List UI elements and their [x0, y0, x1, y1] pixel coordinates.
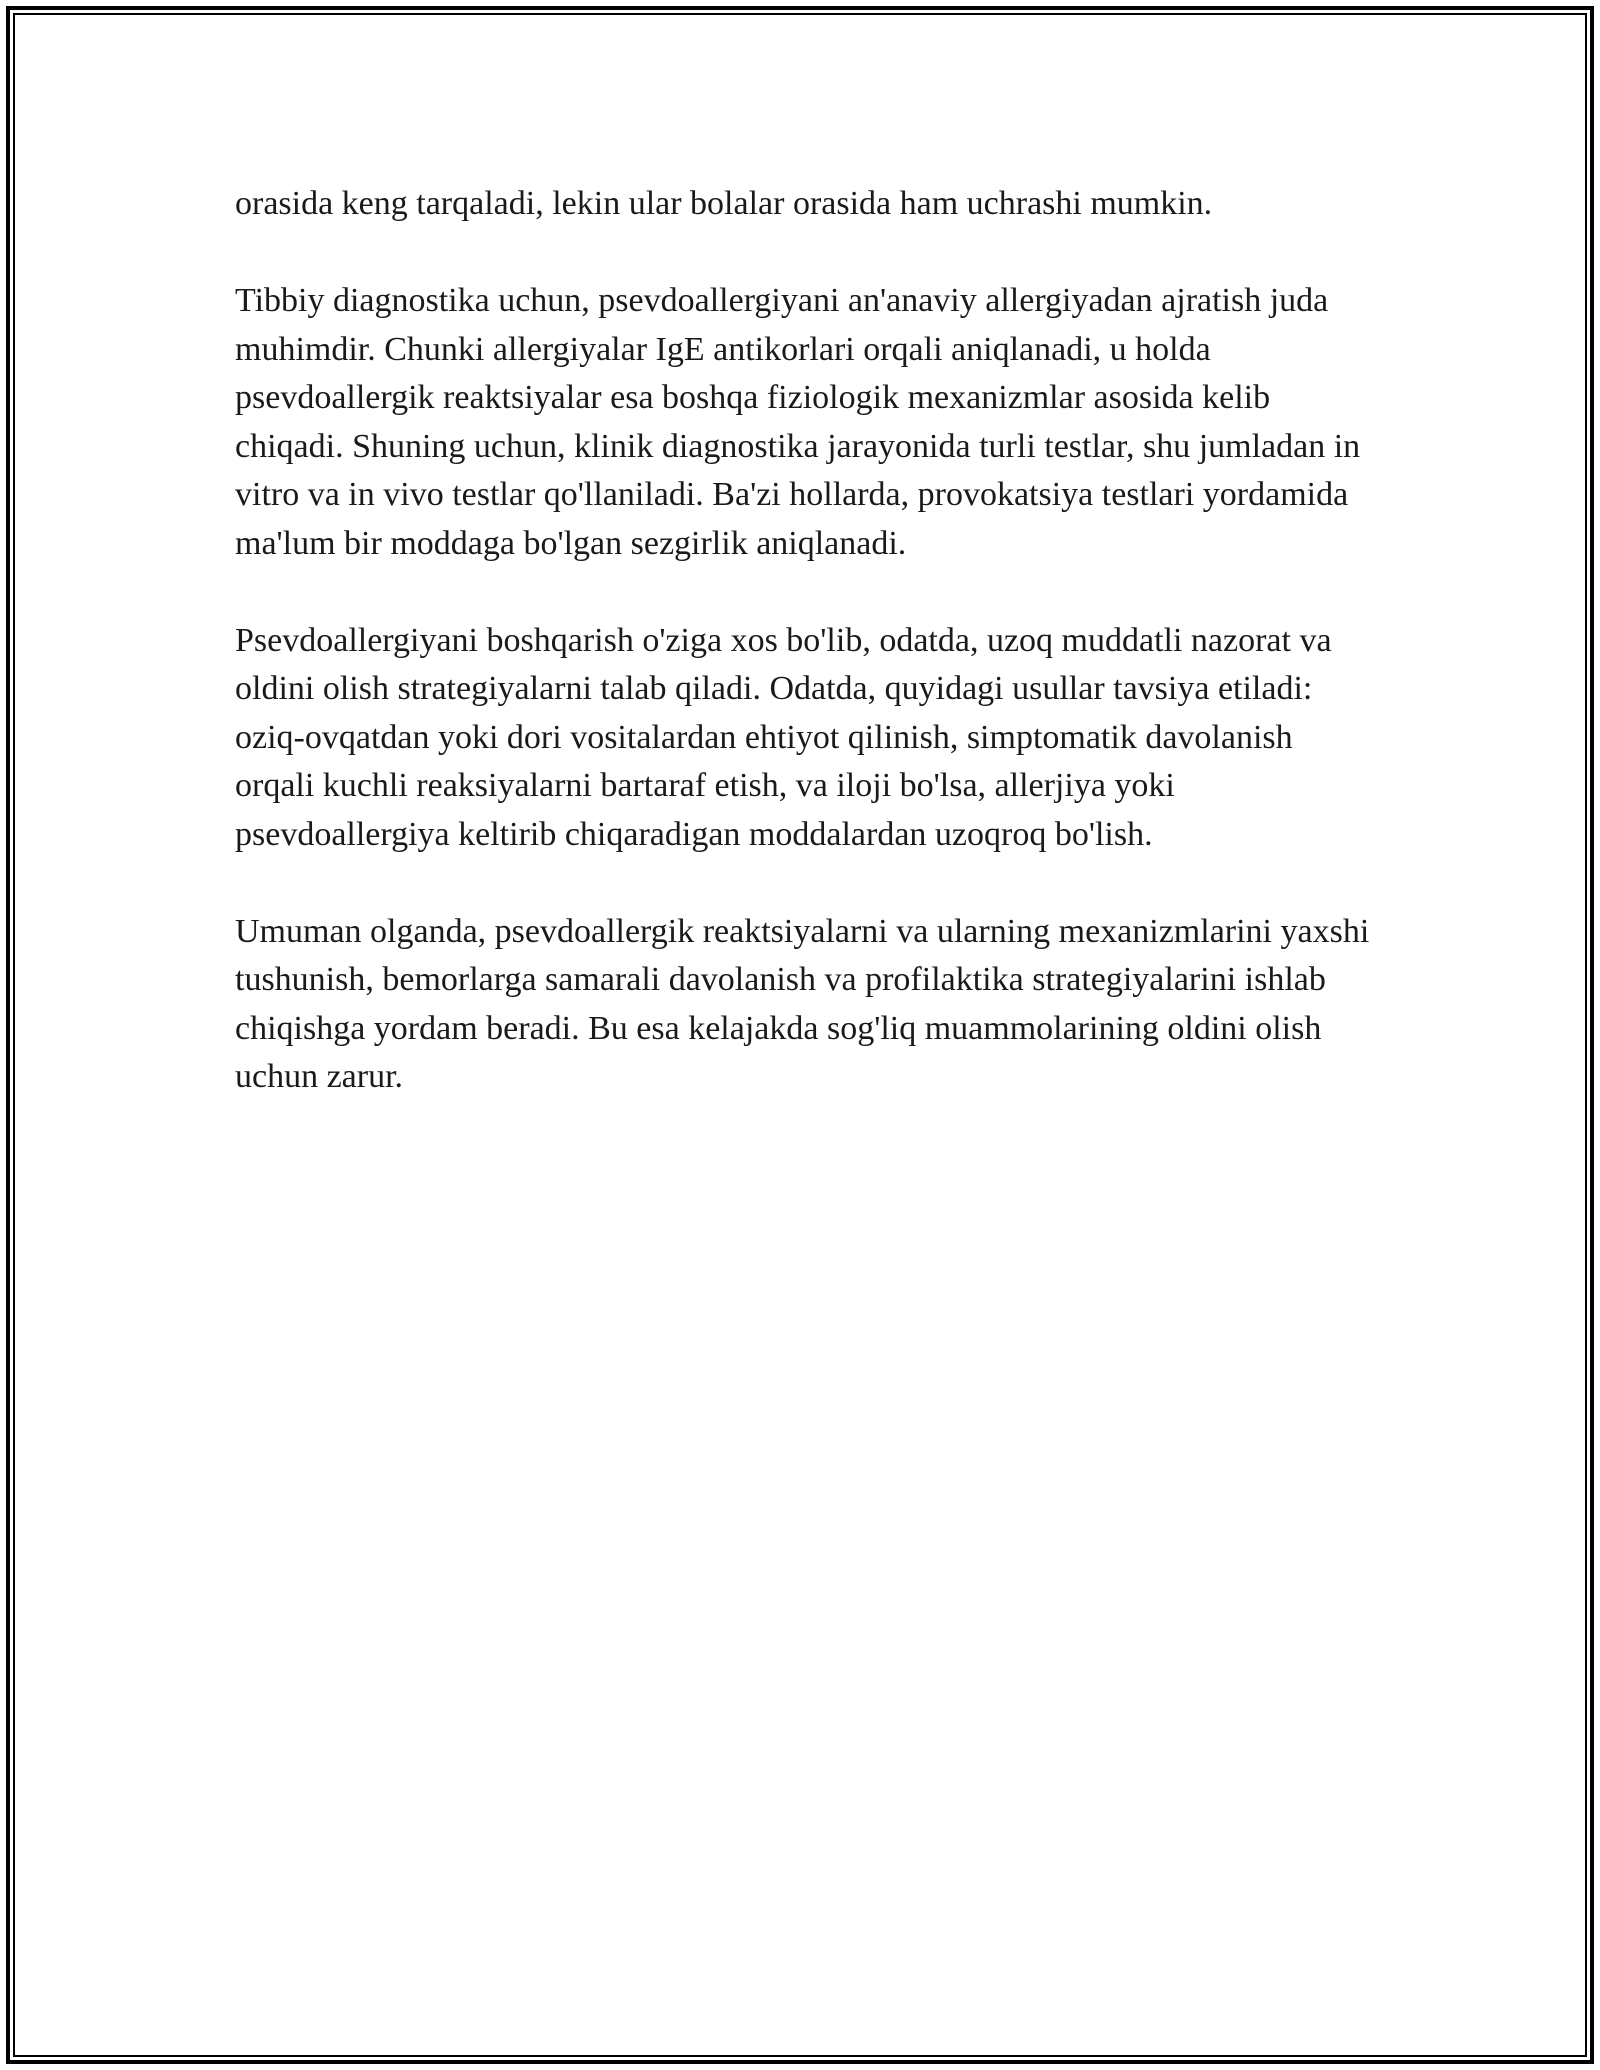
paragraph-3: Psevdoallergiyani boshqarish o'ziga xos bo'lib, odatda, uzoq muddatli nazorat va oldini olish strategiyalarni talab qiladi. Odatda, quyidagi usullar tavsiya etiladi: oziq-ovqatdan yoki dori vositalardan ehtiyot qilinish, simptomatik davolanish orqali kuchli reaksiyalarni bartaraf etish, va iloji bo'lsa, allerjiya yoki psevdoallergiya keltirib chiqaradigan moddalardan uzoqroq bo'lish. [235, 621, 1332, 853]
paragraph-4: Umuman olganda, psevdoallergik reaktsiyalarni va ularning mexanizmlarini yaxshi tushunish, bemorlarga samarali davolanish va profilaktika strategiyalarini ishlab chiqishga yordam beradi. Bu esa kelajakda sog'liq muammolarining oldini olish uchun zarur. [235, 912, 1370, 1095]
paragraph-1: orasida keng tarqaladi, lekin ular bolalar orasida ham uchrashi mumkin. [235, 185, 1213, 222]
document-body [235, 180, 1375, 1150]
paragraph-2: Tibbiy diagnostika uchun, psevdoallergiyani an'anaviy allergiyadan ajratish juda muhimdir. Chunki allergiyalar IgE antikorlari orqali aniqlanadi, u holda psevdoallergik reaktsiyalar esa boshqa fiziologik mexanizmlar asosida kelib chiqadi. Shuning uchun, klinik diagnostika jarayonida turli testlar, shu jumladan in vitro va in vivo testlar qo'llaniladi. Ba'zi hollarda, provokatsiya testlari yordamida ma'lum bir moddaga bo'lgan sezgirlik aniqlanadi. [235, 282, 1361, 562]
